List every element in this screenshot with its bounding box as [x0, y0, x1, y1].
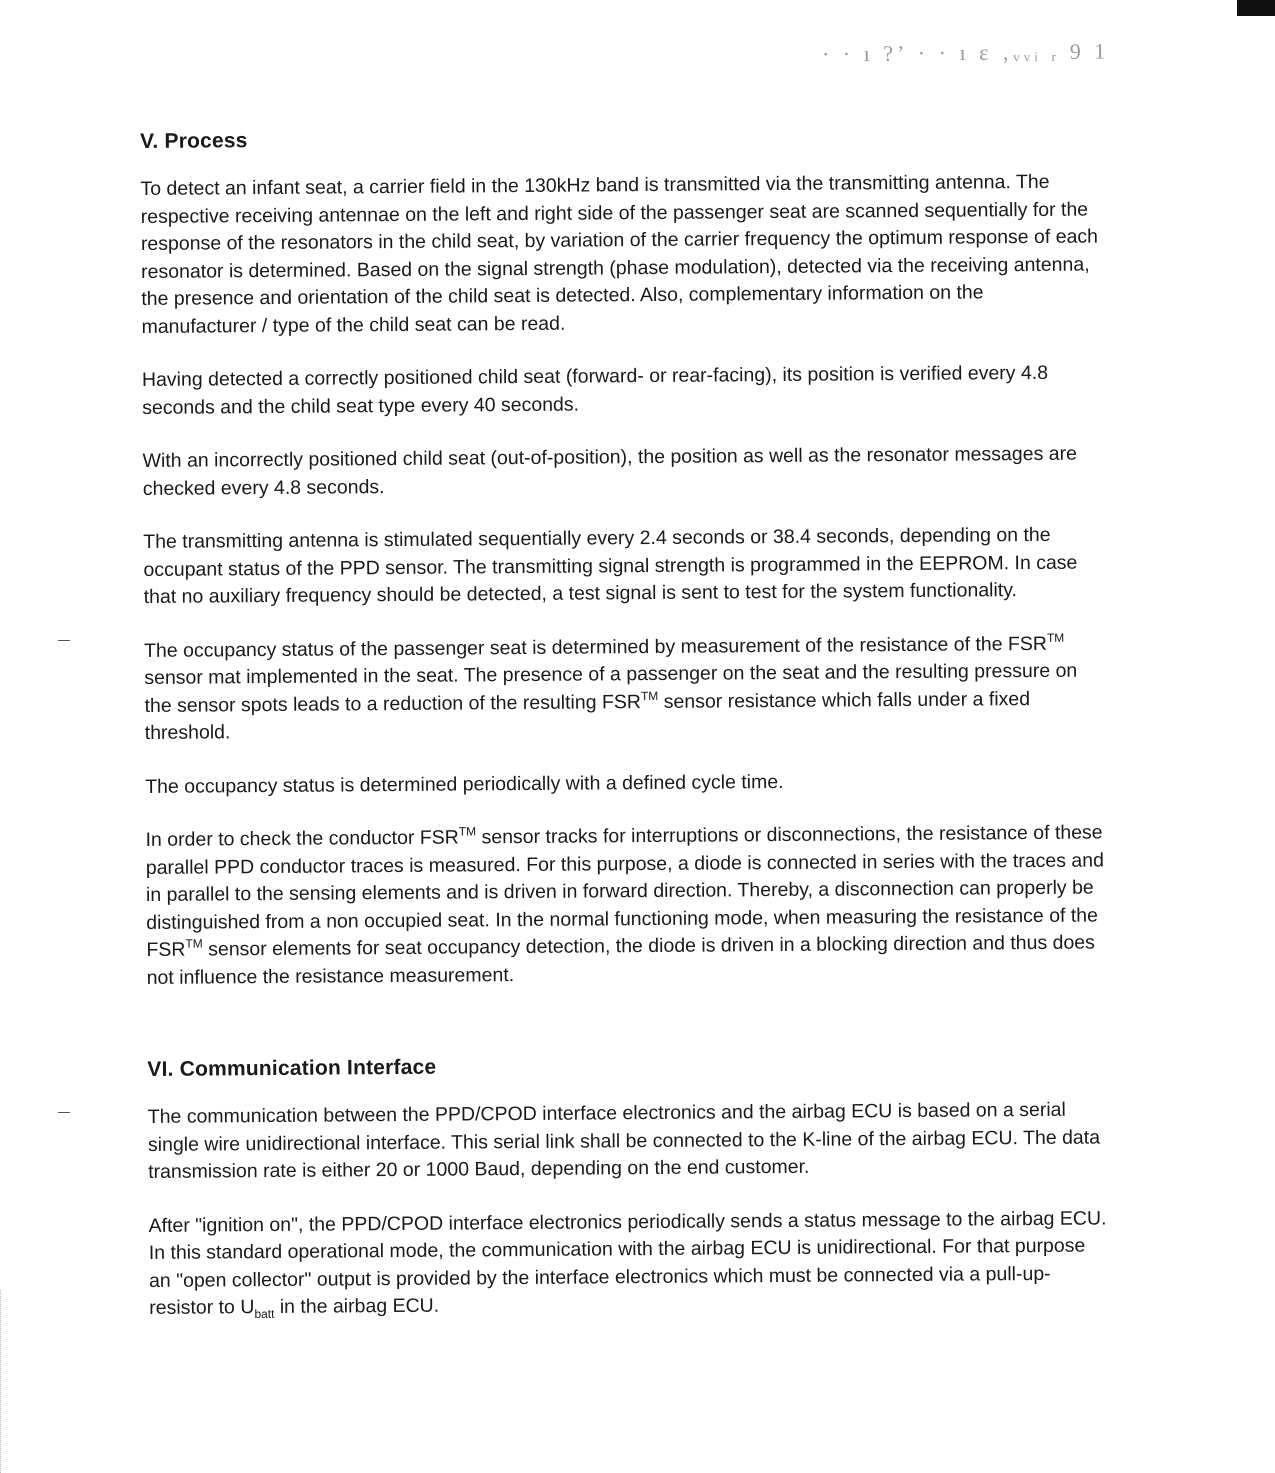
margin-tick [58, 640, 70, 641]
paragraph: With an incorrectly positioned child seat (out-of-position), the position as well as the resonator messages are checked every 4.8 seconds. [142, 442, 1077, 500]
trademark-mark: TM [1046, 630, 1065, 645]
paragraph [144, 630, 1105, 748]
paragraph [149, 1205, 1110, 1323]
text-run: In order to check the conductor FSR [145, 826, 459, 851]
text-run: sensor tracks for interruptions or disconnections, the resistance of these parallel PPD conductor traces is measured. For this purpose, a diode is connected in series with the traces and in parallel to the sensing elements and is driven in forward direction. Thereby, a disconnection can properly be distinguished from a non occupied seat. In the normal functioning mode, when measuring the resistance of the FSR [145, 821, 1105, 961]
text-run: The occupancy status of the passenger seat is determined by measurement of the resistance of the FSR [144, 632, 1048, 662]
text-run: sensor elements for seat occupancy detection, the diode is driven in a blocking direction and thus does not influence the resistance measurement. [146, 931, 1095, 989]
paragraph: The transmitting antenna is stimulated sequentially every 2.4 seconds or 38.4 seconds, depending on the occupant status of the PPD sensor. The transmitting signal strength is programmed in the EEPROM. In case that no auxiliary frequency should be detected, a test signal is sent to test for the system functionality. [143, 523, 1078, 608]
text-run: in the airbag ECU. [274, 1294, 440, 1318]
text-run: After "ignition on", the PPD/CPOD interface electronics periodically sends a status message to the airbag ECU. In this standard operational mode, the communication with the airbag ECU is unidirectional. For that purpose an "open collector" output is provided by the interface electronics which must be connected via a pull-up-resistor to U [148, 1206, 1107, 1319]
trademark-mark: TM [458, 824, 477, 839]
subscript: batt [254, 1306, 275, 1322]
section-heading-communication: VI. Communication Interface [147, 1055, 437, 1081]
trademark-mark: TM [640, 688, 659, 703]
paragraph: The occupancy status is determined periodically with a defined cycle time. [145, 770, 784, 798]
page-code-stamp: · · ı ?ʼ · · ı ɛ ‚ᵥᵥᵢ ᵣ 9 1 [821, 38, 1110, 67]
paragraph: The communication between the PPD/CPOD interface electronics and the airbag ECU is based on a serial single wire unidirectional interface. This serial link shall be connected to the K-line of the airbag ECU. The data transmission rate is either 20 or 1000 Baud, depending on the end customer. [147, 1098, 1101, 1183]
paragraph: To detect an infant seat, a carrier field in the 130kHz band is transmitted via the transmitting antenna. The respective receiving antennae on the left and right side of the passenger seat are scanned sequentially for the response of the resonators in the child seat, by variation of the carrier frequency the optimum response of each resonator is determined. Based on the signal strength (phase modulation), detected via the receiving antenna, the presence and orientation of the child seat is detected. Also, complementary information on the manufacturer / type of the child seat can be read. [140, 170, 1099, 338]
text-run: sensor resistance which falls under a fixed threshold. [144, 687, 1031, 744]
scan-edge [0, 1290, 2, 1473]
section-heading-process: V. Process [140, 129, 248, 153]
margin-tick [58, 1112, 70, 1113]
paragraph: Having detected a correctly positioned child seat (forward- or rear-facing), its position is verified every 4.8 seconds and the child seat type every 40 seconds. [141, 361, 1049, 419]
paragraph [145, 819, 1106, 992]
trademark-mark: TM [185, 936, 203, 951]
corner-scan-mark [1237, 0, 1275, 16]
text-run: sensor mat implemented in the seat. The presence of a passenger on the seat and the resulting pressure on the sensor spots leads to a reduction of the resulting FSR [144, 659, 1078, 717]
document-body [140, 122, 1110, 1348]
